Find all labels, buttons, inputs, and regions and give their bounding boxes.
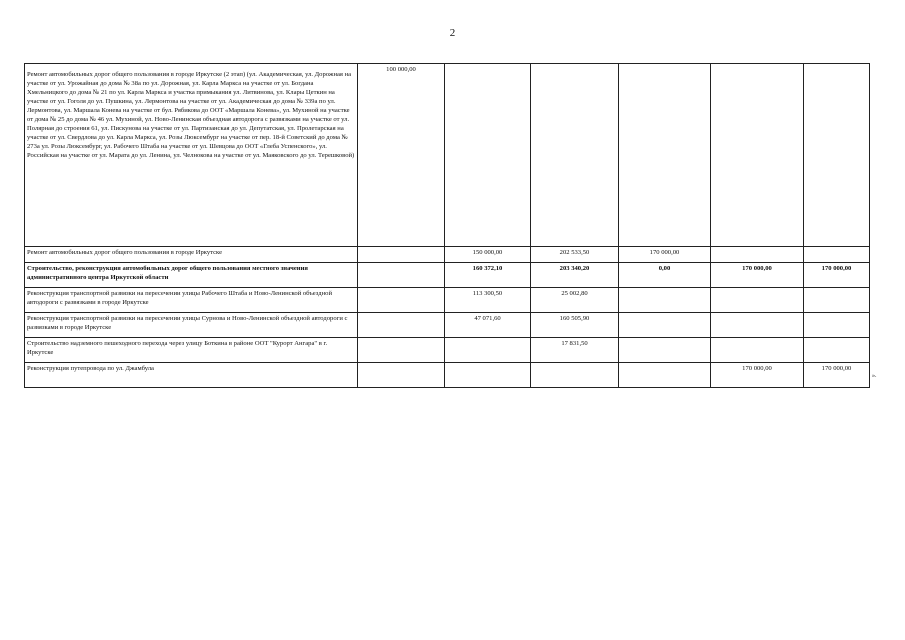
value-cell: 47 071,60 (445, 313, 531, 338)
row-name-cell: Ремонт автомобильных дорог общего пользования в городе Иркутске (25, 247, 358, 263)
value-cell (531, 363, 619, 388)
value-cell: 170 000,00 (711, 363, 804, 388)
row-name-cell: Реконструкция транспортной развязки на пересечении улицы Сурнова и Ново-Ленинской объездной автодороги с развязками в городе Иркутске (25, 313, 358, 338)
value-cell (711, 288, 804, 313)
value-cell (358, 263, 445, 288)
value-cell (711, 313, 804, 338)
value-cell: 203 340,20 (531, 263, 619, 288)
table-row (25, 338, 870, 363)
value-cell (445, 338, 531, 363)
row-name-cell: Строительство, реконструкция автомобильных дорог общего пользования местного значения административного центра Иркутской области (25, 263, 358, 288)
row-name-cell: Строительство надземного пешеходного перехода через улицу Боткина в районе ООТ "Курорт Ангара" в г. Иркутске (25, 338, 358, 363)
row-name-cell: Реконструкция путепровода по ул. Джамбула (25, 363, 358, 388)
value-cell (804, 338, 870, 363)
value-cell (804, 247, 870, 263)
value-cell: 17 831,50 (531, 338, 619, 363)
value-cell (804, 64, 870, 247)
value-cell (358, 363, 445, 388)
value-cell (711, 247, 804, 263)
value-cell: 160 505,90 (531, 313, 619, 338)
row-name-cell: Реконструкция транспортной развязки на пересечении улицы Рабочего Штаба и Ново-Ленинской объездной автодороги с развязками в городе Иркутске (25, 288, 358, 313)
value-cell (619, 64, 711, 247)
closing-quote-mark: ». (872, 373, 877, 379)
budget-table (24, 63, 870, 388)
value-cell (804, 313, 870, 338)
value-cell: 170 000,00 (804, 363, 870, 388)
value-cell: 160 372,10 (445, 263, 531, 288)
value-cell (358, 313, 445, 338)
value-cell (619, 338, 711, 363)
value-cell: 0,00 (619, 263, 711, 288)
table-row (25, 288, 870, 313)
page-number: 2 (449, 27, 456, 39)
table-row (25, 64, 870, 247)
value-cell (358, 247, 445, 263)
value-cell (711, 64, 804, 247)
value-cell: 100 000,00 (358, 64, 445, 247)
table-row (25, 247, 870, 263)
value-cell: 25 002,80 (531, 288, 619, 313)
value-cell: 113 300,50 (445, 288, 531, 313)
value-cell (445, 64, 531, 247)
table-row (25, 313, 870, 338)
value-cell (358, 338, 445, 363)
value-cell (358, 288, 445, 313)
value-cell: 170 000,00 (711, 263, 804, 288)
value-cell (619, 288, 711, 313)
value-cell: 170 000,00 (619, 247, 711, 263)
value-cell (619, 313, 711, 338)
value-cell: 150 000,00 (445, 247, 531, 263)
value-cell (445, 363, 531, 388)
value-cell (711, 338, 804, 363)
value-cell (804, 288, 870, 313)
value-cell: 170 000,00 (804, 263, 870, 288)
value-cell (619, 363, 711, 388)
table-row-total (25, 263, 870, 288)
value-cell (531, 64, 619, 247)
table-row (25, 363, 870, 388)
value-cell: 202 533,50 (531, 247, 619, 263)
row-name-cell: Ремонт автомобильных дорог общего пользования в городе Иркутске (2 этап) (ул. Академическая, ул. Дорожная на участке от ул. Урожайная до дома № 38а по ул. Дорожная, ул. Карла Маркса на участке от ул. Богдана Хмельницкого до дома № 21 по ул. Карла Маркса и участка примыкания ул. Литвинова, ул. Клары Цеткин на участке от ул. Гоголя до ул. Пушкина, ул. Лермонтова на участке от ул. Академическая до дома № 339а по ул. Лермонтова, ул. Маршала Конева на участке от бул. Рябикова до ООТ «Маршала Конева», ул. Мухиной на участке от дома № 25 до дома № 46 ул. Мухиной, ул. Ново-Ленинская объездная автодорога с развязками на участке от ул. Полярная до строения 61, ул. Пискунова на участке от ул. Партизанская до ул. Депутатская, ул. Пролетарская на участке от ул. Свердлова до ул. Карла Маркса, ул. Розы Люксембург на участке от пер. 18-й Советский до дома № 273а ул. Розы Люксембург, ул. Рабочего Штаба на участке от ул. Шевцова до ООТ «Глеба Успенского», ул. Российская на участке от ул. Марата до ул. Ленина, ул. Челнокова на участке от ул. Маяковского до ул. Терешковой) (25, 64, 358, 247)
